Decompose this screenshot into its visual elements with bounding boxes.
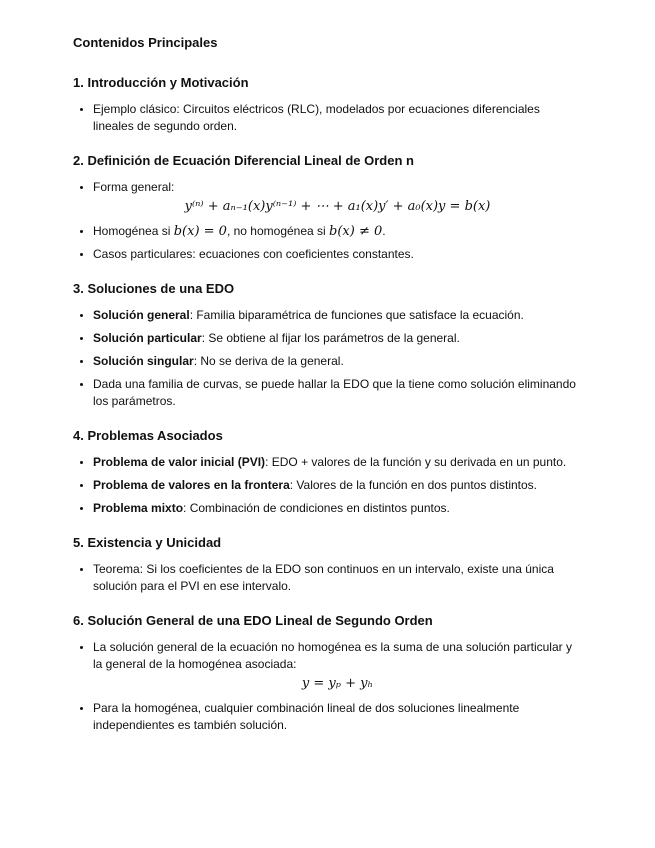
item-text: Teorema: Si los coeficientes de la EDO son continuos en un intervalo, existe una única solución para el PVI en ese intervalo. — [93, 562, 554, 593]
bullet-list — [73, 101, 582, 135]
list-item — [93, 500, 582, 517]
item-text: Para la homogénea, cualquier combinación lineal de dos soluciones linealmente independientes es también solución. — [93, 701, 520, 732]
item-text: : Combinación de condiciones en distintos puntos. — [183, 501, 450, 515]
section-heading: 5. Existencia y Unicidad — [73, 535, 222, 550]
list-item — [93, 353, 582, 370]
section-heading: 6. Solución General de una EDO Lineal de Segundo Orden — [73, 613, 433, 628]
item-term: Solución singular — [93, 354, 194, 368]
item-text: : Valores de la función en dos puntos distintos. — [289, 478, 538, 492]
list-item — [93, 307, 582, 324]
item-text: : EDO + valores de la función y su derivada en un punto. — [265, 455, 567, 469]
item-term: Problema de valor inicial (PVI) — [93, 455, 266, 469]
section-definicion — [73, 152, 582, 263]
general-form-formula: y⁽ⁿ⁾ + aₙ₋₁(x)y⁽ⁿ⁻¹⁾ + ⋯ + a₁(x)y′ + a₀(x)y = b(x) — [184, 199, 491, 214]
list-item — [93, 179, 582, 217]
item-text: Forma general: — [93, 180, 175, 194]
list-item — [93, 561, 582, 595]
list-item — [93, 246, 582, 263]
section-soluciones — [73, 280, 582, 410]
section-problemas — [73, 427, 582, 517]
general-solution-formula: y = yₚ + yₕ — [301, 676, 374, 691]
item-term: Solución particular — [93, 331, 202, 345]
bullet-list — [73, 179, 582, 263]
list-item — [93, 454, 582, 471]
item-text: La solución general de la ecuación no homogénea es la suma de una solución particular y la general de la homogénea asociada: — [93, 640, 572, 671]
item-text: Ejemplo clásico: Circuitos eléctricos (RLC), modelados por ecuaciones diferenciales lineales de segundo orden. — [93, 102, 540, 133]
item-text-post: . — [382, 224, 386, 238]
item-text-mid: , no homogénea si — [226, 224, 330, 238]
item-text: : Se obtiene al fijar los parámetros de la general. — [201, 331, 460, 345]
section-introduccion — [73, 74, 582, 135]
list-item — [93, 101, 582, 135]
inline-formula: b(x) = 0 — [173, 224, 227, 239]
list-item — [93, 376, 582, 410]
list-item — [93, 477, 582, 494]
item-text: : No se deriva de la general. — [193, 354, 344, 368]
bullet-list — [73, 561, 582, 595]
section-heading: 2. Definición de Ecuación Diferencial Lineal de Orden n — [73, 153, 414, 168]
list-item — [93, 223, 582, 240]
section-heading: 4. Problemas Asociados — [73, 428, 223, 443]
item-term: Solución general — [93, 308, 190, 322]
section-existencia — [73, 534, 582, 595]
bullet-list — [73, 307, 582, 410]
section-heading: 1. Introducción y Motivación — [73, 75, 249, 90]
section-solucion-general — [73, 612, 582, 734]
bullet-list — [73, 639, 582, 734]
list-item — [93, 639, 582, 694]
bullet-list — [73, 454, 582, 517]
item-text: Dada una familia de curvas, se puede hallar la EDO que la tiene como solución eliminando los parámetros. — [93, 377, 576, 408]
item-text: Casos particulares: ecuaciones con coeficientes constantes. — [93, 247, 414, 261]
inline-formula: b(x) ≠ 0 — [329, 224, 383, 239]
item-term: Problema mixto — [93, 501, 184, 515]
document-title: Contenidos Principales — [73, 35, 218, 50]
item-text-pre: Homogénea si — [93, 224, 174, 238]
item-text: : Familia biparamétrica de funciones que satisface la ecuación. — [189, 308, 524, 322]
item-term: Problema de valores en la frontera — [93, 478, 290, 492]
section-heading: 3. Soluciones de una EDO — [73, 281, 235, 296]
list-item — [93, 330, 582, 347]
list-item — [93, 700, 582, 734]
